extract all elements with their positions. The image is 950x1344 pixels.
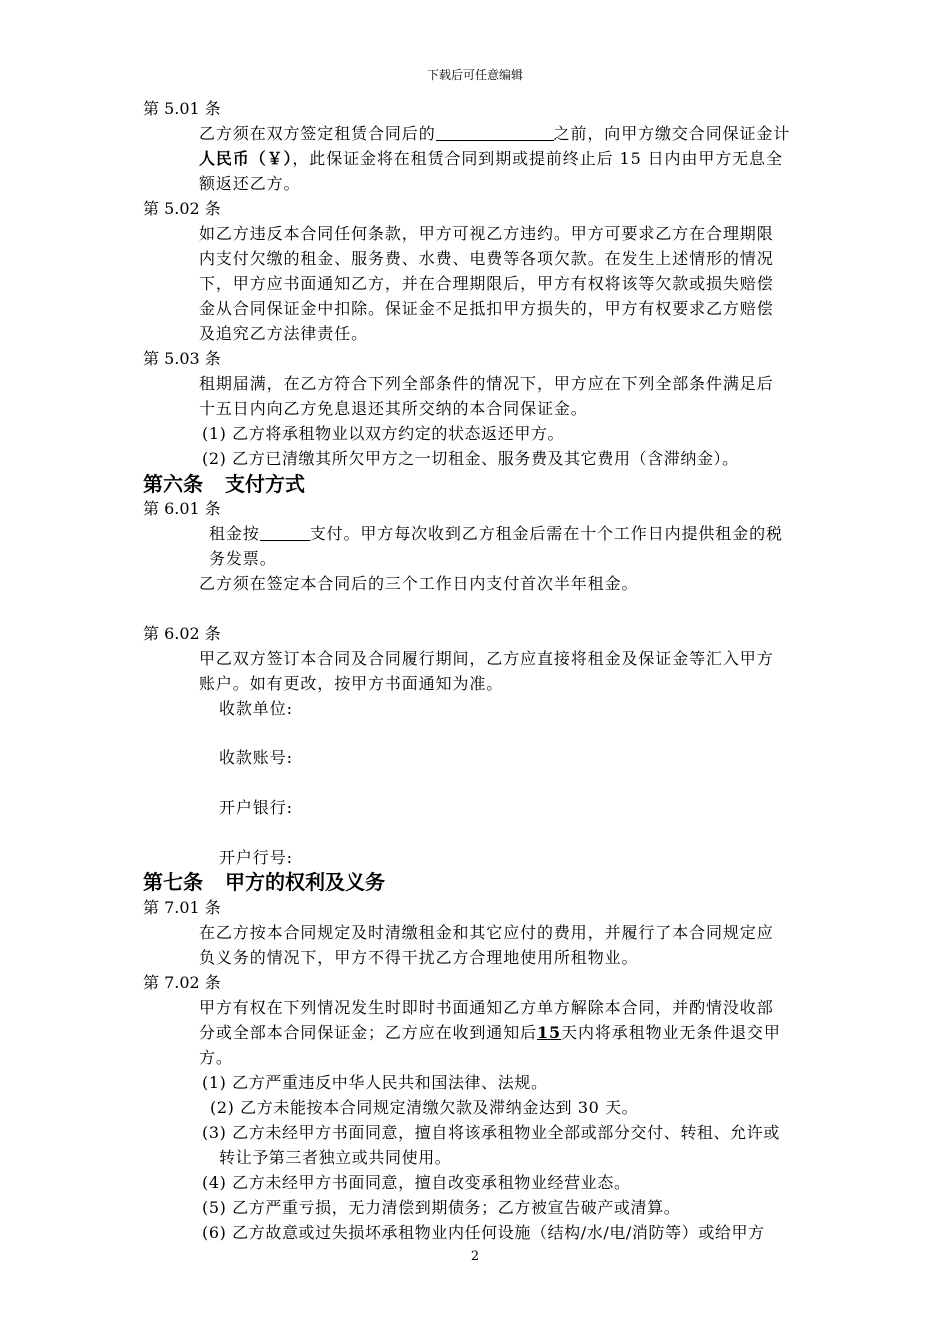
clause-5-01-line-1	[199, 121, 790, 147]
clause-6-01-title: 第 6.01 条	[143, 499, 221, 518]
payee-name-label: 收款单位:	[219, 699, 293, 718]
clause-5-01-line-3: 额返还乙方。	[199, 174, 301, 193]
chapter-6-heading	[143, 470, 305, 498]
clause-7-02-item-continued: 转让予第三者独立或共同使用。	[219, 1148, 452, 1167]
account-number-label: 收款账号:	[219, 748, 293, 767]
clause-text: 支付。甲方每次收到乙方租金后需在十个工作日内提供租金的税	[309, 524, 783, 543]
page-number: 2	[470, 1249, 480, 1264]
clause-7-02-title: 第 7.02 条	[143, 973, 221, 992]
currency-label: 人民币（￥）	[199, 149, 293, 168]
clause-7-01-title: 第 7.01 条	[143, 898, 221, 917]
clause-5-03-line: 十五日内向乙方免息退还其所交纳的本合同保证金。	[199, 399, 588, 418]
clause-5-01-line-2	[199, 146, 783, 172]
clause-5-02-line: 如乙方违反本合同任何条款，甲方可视乙方违约。甲方可要求乙方在合理期限	[199, 224, 774, 243]
clause-5-02-title: 第 5.02 条	[143, 199, 221, 218]
chapter-number: 第七条	[143, 870, 203, 894]
clause-6-01-line-3: 乙方须在签定本合同后的三个工作日内支付首次半年租金。	[199, 574, 639, 593]
days-count: 15	[537, 1023, 562, 1042]
clause-6-02-line: 账户。如有更改，按甲方书面通知为准。	[199, 674, 504, 693]
clause-text: ，此保证金将在租赁合同到期或提前终止后 15 日内由甲方无息全	[292, 149, 783, 168]
chapter-number: 第六条	[143, 472, 203, 496]
clause-7-02-item: (6) 乙方故意或过失损坏承租物业内任何设施（结构/水/电/消防等）或给甲方	[202, 1223, 765, 1242]
clause-text: 之前，向甲方缴交合同保证金计	[553, 124, 791, 143]
clause-text: 天内将承租物业无条件退交甲	[561, 1023, 781, 1042]
blank-payment-method-field	[260, 522, 310, 541]
blank-date-field	[436, 122, 554, 141]
clause-7-02-item: (1) 乙方严重违反中华人民共和国法律、法规。	[202, 1073, 548, 1092]
clause-7-02-item: (5) 乙方严重亏损，无力清偿到期债务；乙方被宣告破产或清算。	[202, 1198, 681, 1217]
clause-6-02-line: 甲乙双方签订本合同及合同履行期间，乙方应直接将租金及保证金等汇入甲方	[199, 649, 774, 668]
chapter-title: 甲方的权利及义务	[225, 870, 385, 894]
clause-text: 分或全部本合同保证金；乙方应在收到通知后	[199, 1023, 538, 1042]
clause-text: 乙方须在双方签定租赁合同后的	[199, 124, 436, 143]
chapter-7-heading	[143, 868, 385, 896]
bank-code-label: 开户行号:	[219, 848, 293, 867]
clause-7-01-line: 在乙方按本合同规定及时清缴租金和其它应付的费用，并履行了本合同规定应	[199, 923, 774, 942]
clause-7-01-line: 负义务的情况下，甲方不得干扰乙方合理地使用所租物业。	[199, 948, 639, 967]
clause-5-03-item: (1) 乙方将承租物业以双方约定的状态返还甲方。	[202, 424, 565, 443]
clause-7-02-line-1: 甲方有权在下列情况发生时即时书面通知乙方单方解除本合同，并酌情没收部	[199, 998, 774, 1017]
chapter-title: 支付方式	[225, 472, 305, 496]
clause-7-02-line-2	[199, 1020, 781, 1046]
bank-name-label: 开户银行:	[219, 798, 293, 817]
clause-5-02-line: 及追究乙方法律责任。	[199, 324, 369, 343]
clause-5-03-title: 第 5.03 条	[143, 349, 221, 368]
clause-text: 租金按	[209, 524, 260, 543]
clause-7-02-item: (3) 乙方未经甲方书面同意，擅自将该承租物业全部或部分交付、转租、允许或	[202, 1123, 780, 1142]
clause-5-03-item: (2) 乙方已清缴其所欠甲方之一切租金、服务费及其它费用（含滞纳金）。	[202, 449, 739, 468]
clause-5-02-line: 下，甲方应书面通知乙方，并在合理期限后，甲方有权将该等欠款或损失赔偿	[199, 274, 774, 293]
clause-6-01-line-2: 务发票。	[209, 549, 277, 568]
clause-7-02-line-3: 方。	[199, 1048, 233, 1067]
clause-7-02-item: (2) 乙方未能按本合同规定清缴欠款及滞纳金达到 30 天。	[210, 1098, 639, 1117]
clause-5-03-line: 租期届满，在乙方符合下列全部条件的情况下，甲方应在下列全部条件满足后	[199, 374, 774, 393]
clause-6-02-title: 第 6.02 条	[143, 624, 221, 643]
clause-5-02-line: 金从合同保证金中扣除。保证金不足抵扣甲方损失的，甲方有权要求乙方赔偿	[199, 299, 774, 318]
clause-5-01-title: 第 5.01 条	[143, 99, 221, 118]
clause-7-02-item: (4) 乙方未经甲方书面同意，擅自改变承租物业经营业态。	[202, 1173, 631, 1192]
clause-5-02-line: 内支付欠缴的租金、服务费、水费、电费等各项欠款。在发生上述情形的情况	[199, 249, 774, 268]
page-header: 下载后可任意编辑	[426, 68, 523, 82]
clause-6-01-line-1	[209, 521, 783, 547]
